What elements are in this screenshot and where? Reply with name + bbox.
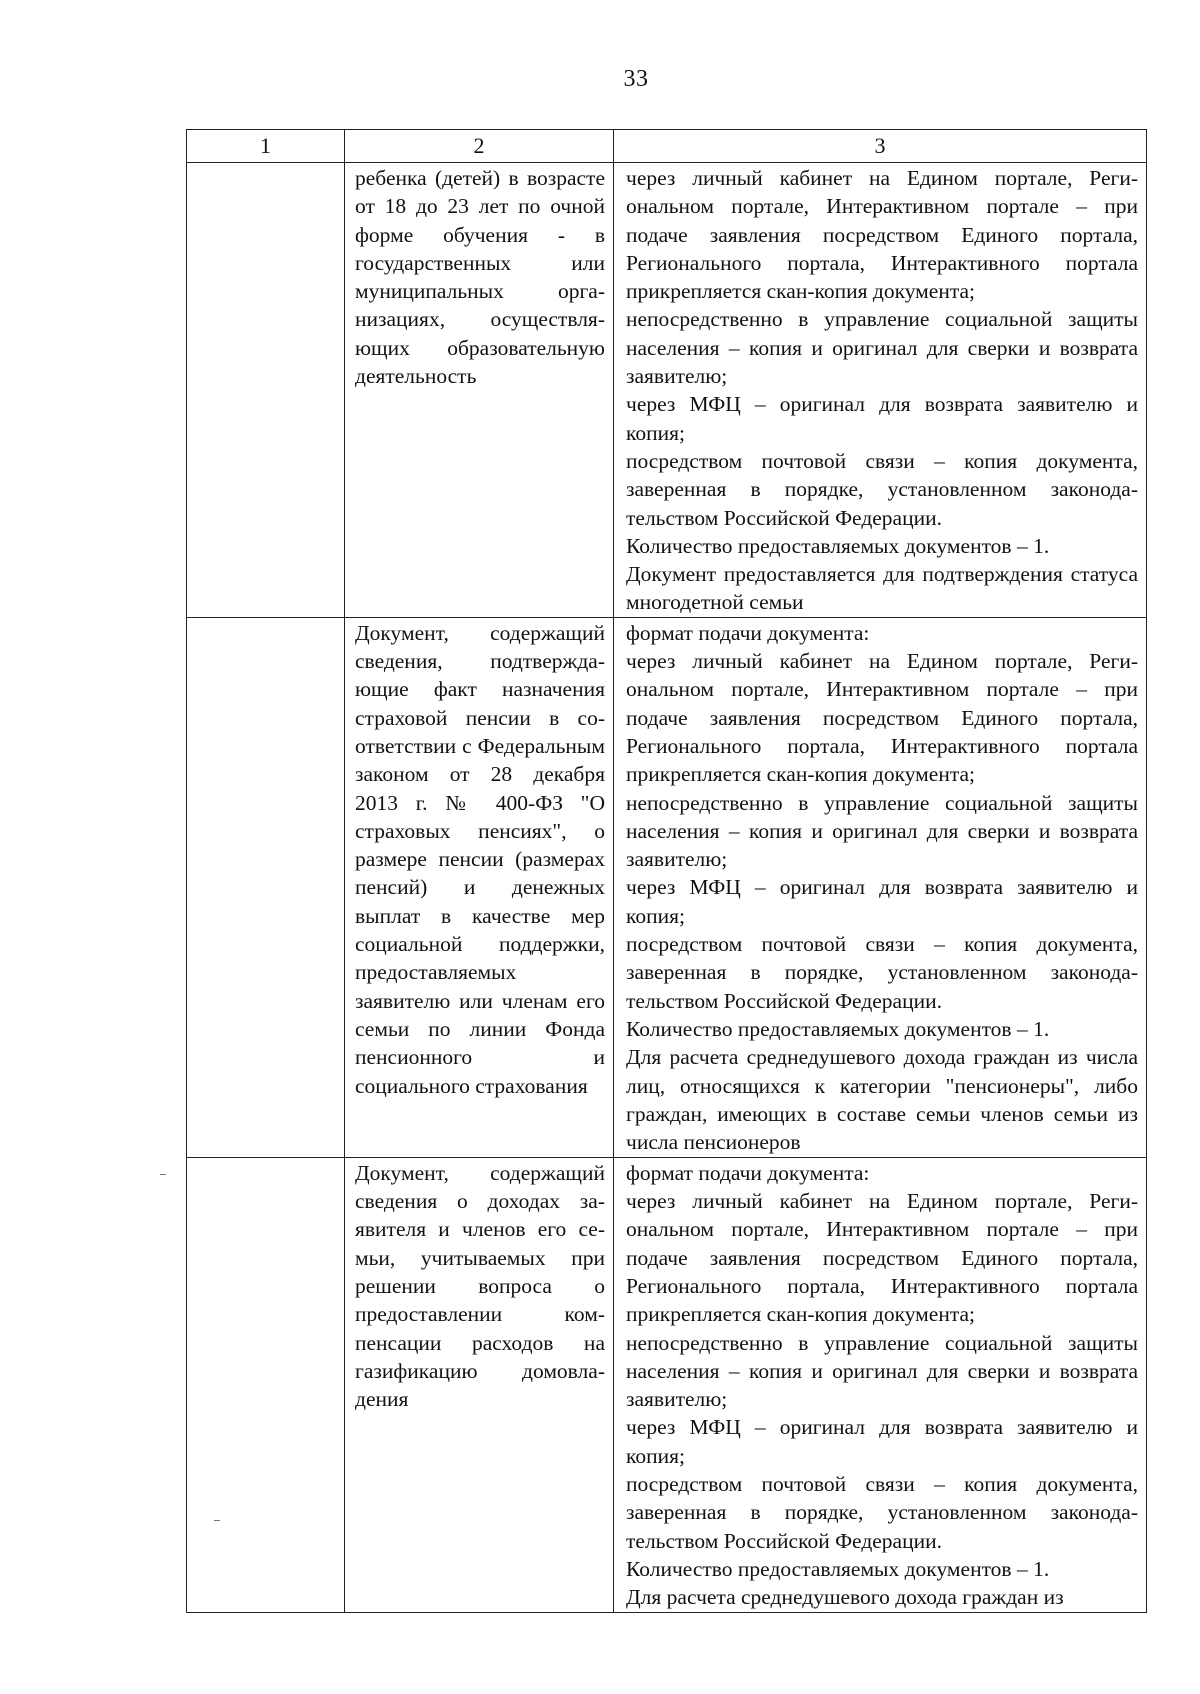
submission-paragraph: через МФЦ – оригинал для возврата заявителю и копия; <box>626 875 1138 928</box>
table-cell-number <box>187 1157 345 1612</box>
submission-paragraph: Документ предоставляется для подтверждения статуса многодетной семьи <box>626 562 1138 615</box>
submission-paragraph: Количество предоставляемых документов – 1. <box>626 1016 1050 1041</box>
submission-paragraph: посредством почтовой связи – копия документа, заверенная в порядке, установленном законодательством Российской Федерации. <box>626 932 1138 1013</box>
document-name: Документ, содержащий сведения, подтверждающие факт назначения страховой пенсии в соответствии с Федеральным законом от 28 декабря 2013 г. № 400-ФЗ "О страховых пенсиях", о размере пенсии (размерах пенсий) и денежных выплат в качестве мер социальной поддержки, предоставляемых заявителю или членам его семьи по линии Фонда пенсионного и социального страхования <box>355 620 605 1098</box>
submission-paragraph: непосредственно в управление социальной защиты населения – копия и оригинал для сверки и возврата заявителю; <box>626 790 1138 872</box>
scan-artifact-mark <box>160 1174 166 1175</box>
submission-details-cell <box>614 1157 1147 1612</box>
page-number: 33 <box>623 66 649 92</box>
submission-paragraph: формат подачи документа: <box>626 620 870 645</box>
submission-paragraph: через личный кабинет на Едином портале, Региональном портале, Интерактивном портале – при подаче заявления посредством Единого портала, Регионального портала, Интерактивного портала прикрепляется скан-копия документа; <box>626 1189 1138 1327</box>
submission-paragraph: посредством почтовой связи – копия документа, заверенная в порядке, установленном законодательством Российской Федерации. <box>626 448 1138 530</box>
table-row <box>187 617 1147 1157</box>
document-name-cell <box>345 163 614 618</box>
document-name-cell <box>345 617 614 1157</box>
submission-paragraph: Для расчета среднедушевого дохода граждан из числа лиц, относящихся к категории "пенсионеры", либо граждан, имеющих в составе семьи членов семьи из числа пенсионеров <box>626 1045 1138 1155</box>
submission-paragraph: через МФЦ – оригинал для возврата заявителю и копия; <box>626 392 1138 445</box>
submission-paragraph: Количество предоставляемых документов – 1. <box>626 533 1050 558</box>
document-name-cell <box>345 1157 614 1612</box>
column-header-3: 3 <box>614 130 1147 163</box>
table-header-row <box>187 130 1147 163</box>
submission-paragraph: Количество предоставляемых документов – 1. <box>626 1556 1050 1581</box>
submission-paragraph: Для расчета среднедушевого дохода граждан из <box>626 1585 1064 1610</box>
submission-details-cell <box>614 617 1147 1157</box>
table-row <box>187 1157 1147 1612</box>
table-row <box>187 163 1147 618</box>
submission-paragraph: непосредственно в управление социальной защиты населения – копия и оригинал для сверки и возврата заявителю; <box>626 307 1138 389</box>
submission-paragraph: через личный кабинет на Едином портале, Региональном портале, Интерактивном портале – при подаче заявления посредством Единого портала, Регионального портала, Интерактивного портала прикрепляется скан-копия документа; <box>626 649 1138 787</box>
table-cell-number <box>187 617 345 1157</box>
documents-table <box>186 129 1147 1613</box>
table-cell-number <box>187 163 345 618</box>
submission-paragraph: формат подачи документа: <box>626 1160 870 1185</box>
submission-details-cell <box>614 163 1147 618</box>
column-header-2: 2 <box>345 130 614 163</box>
submission-paragraph: через МФЦ – оригинал для возврата заявителю и копия; <box>626 1415 1138 1468</box>
table-header <box>187 130 1147 163</box>
submission-paragraph: посредством почтовой связи – копия документа, заверенная в порядке, установленном законодательством Российской Федерации. <box>626 1472 1138 1553</box>
submission-paragraph: через личный кабинет на Едином портале, Региональном портале, Интерактивном портале – при подаче заявления посредством Единого портала, Регионального портала, Интерактивного портала прикрепляется скан-копия документа; <box>626 166 1138 304</box>
submission-paragraph: непосредственно в управление социальной защиты населения – копия и оригинал для сверки и возврата заявителю; <box>626 1330 1138 1412</box>
scan-artifact-mark <box>214 1520 220 1521</box>
document-name: Документ, содержащий сведения о доходах заявителя и членов его семьи, учитываемых при решении вопроса о предоставлении компенсации расходов на газификацию домовладения <box>355 1160 605 1412</box>
column-header-1: 1 <box>187 130 345 163</box>
document-name: ребенка (детей) в возрасте от 18 до 23 лет по очной форме обучения - в государственных или муниципальных организациях, осуществляющих образовательную деятельность <box>355 166 605 389</box>
